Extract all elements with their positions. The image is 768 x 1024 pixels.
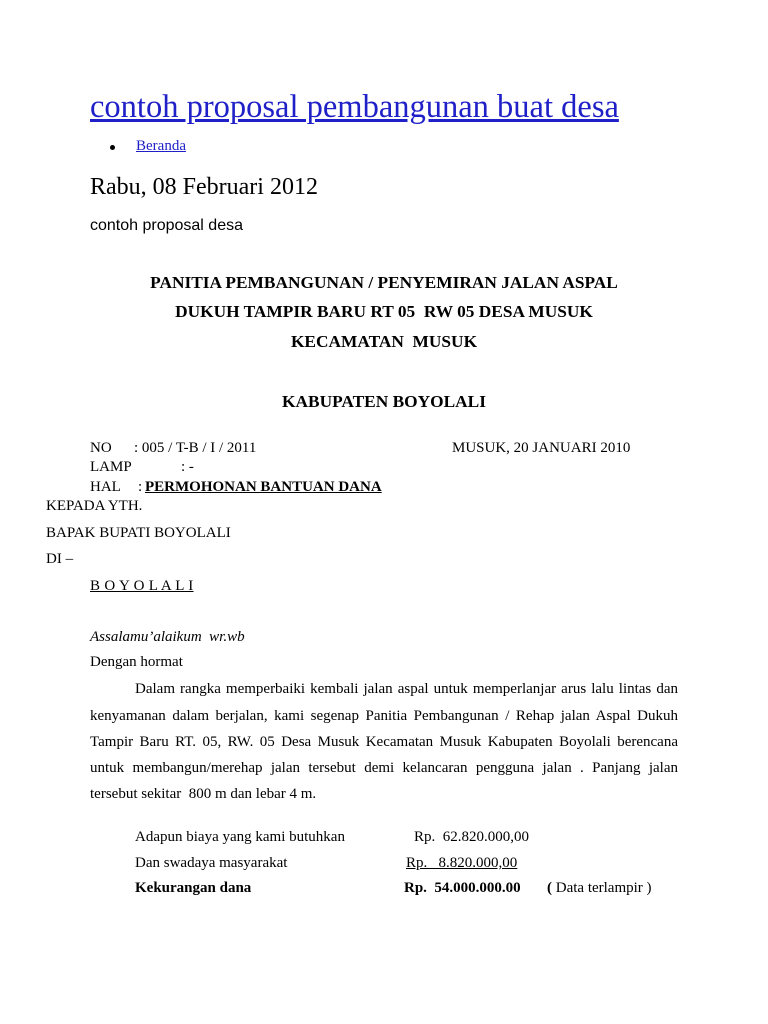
- budget-row-label: Dan swadaya masyarakat: [135, 855, 288, 871]
- budget-note-text: Data terlampir ): [552, 880, 652, 896]
- budget-note: [547, 879, 652, 897]
- letter-number-value: : 005 / T-B / I / 2011: [134, 440, 257, 456]
- letter-heading-line: PANITIA PEMBANGUNAN / PENYEMIRAN JALAN ASPAL: [150, 273, 618, 292]
- letter-salutation: Dengan hormat: [90, 654, 183, 670]
- subject-separator: :: [138, 479, 143, 495]
- budget-row-amount: Rp. 62.820.000,00: [414, 829, 530, 845]
- budget-row-amount: Rp. 8.820.000,00: [406, 855, 518, 871]
- body-line: Dalam rangka memperbaiki kembali jalan aspal untuk memperlanjar arus lalu lintas dan: [135, 681, 678, 697]
- body-line: Tampir Baru RT. 05, RW. 05 Desa Musuk Kecamatan Musuk Kabupaten Boyolali berencana: [90, 734, 678, 750]
- budget-row-amount: Rp. 54.000.000.00: [404, 880, 521, 896]
- letter-greeting: Assalamu’alaikum wr.wb: [90, 629, 245, 645]
- recipient-line: DI –: [46, 551, 74, 567]
- subject-label: HAL: [90, 479, 121, 495]
- budget-row-label: Adapun biaya yang kami butuhkan: [135, 829, 345, 845]
- subject-value: PERMOHONAN BANTUAN DANA: [145, 479, 382, 495]
- letter-heading-line: KABUPATEN BOYOLALI: [282, 392, 486, 411]
- body-line: untuk membangun/merehap jalan tersebut demi kelancaran pengguna jalan . Panjang jalan: [90, 760, 678, 776]
- blog-title-link[interactable]: contoh proposal pembangunan buat desa: [90, 89, 619, 125]
- letter-number-label: NO: [90, 440, 112, 456]
- attachment-label: LAMP: [90, 459, 132, 475]
- letter-place-date: MUSUK, 20 JANUARI 2010: [452, 440, 631, 456]
- post-title: contoh proposal desa: [90, 217, 243, 234]
- nav-link-beranda[interactable]: Beranda: [136, 138, 186, 154]
- attachment-value: : -: [181, 459, 194, 475]
- letter-heading-line: KECAMATAN MUSUK: [290, 332, 478, 351]
- body-line: tersebut sekitar 800 m dan lebar 4 m.: [90, 786, 317, 802]
- recipient-line: BAPAK BUPATI BOYOLALI: [46, 525, 231, 541]
- body-line: kenyamanan dalam berjalan, kami segenap Panitia Pembangunan / Rehap jalan Aspal Dukuh: [90, 708, 678, 724]
- nav-bullet-icon: [110, 145, 115, 150]
- date-header: Rabu, 08 Februari 2012: [90, 174, 318, 200]
- budget-row-label: Kekurangan dana: [135, 880, 252, 896]
- recipient-line: KEPADA YTH.: [46, 498, 143, 514]
- recipient-city: B O Y O L A L I: [90, 578, 194, 594]
- budget-note-open: (: [547, 880, 552, 896]
- letter-heading-line: DUKUH TAMPIR BARU RT 05 RW 05 DESA MUSUK: [175, 302, 593, 321]
